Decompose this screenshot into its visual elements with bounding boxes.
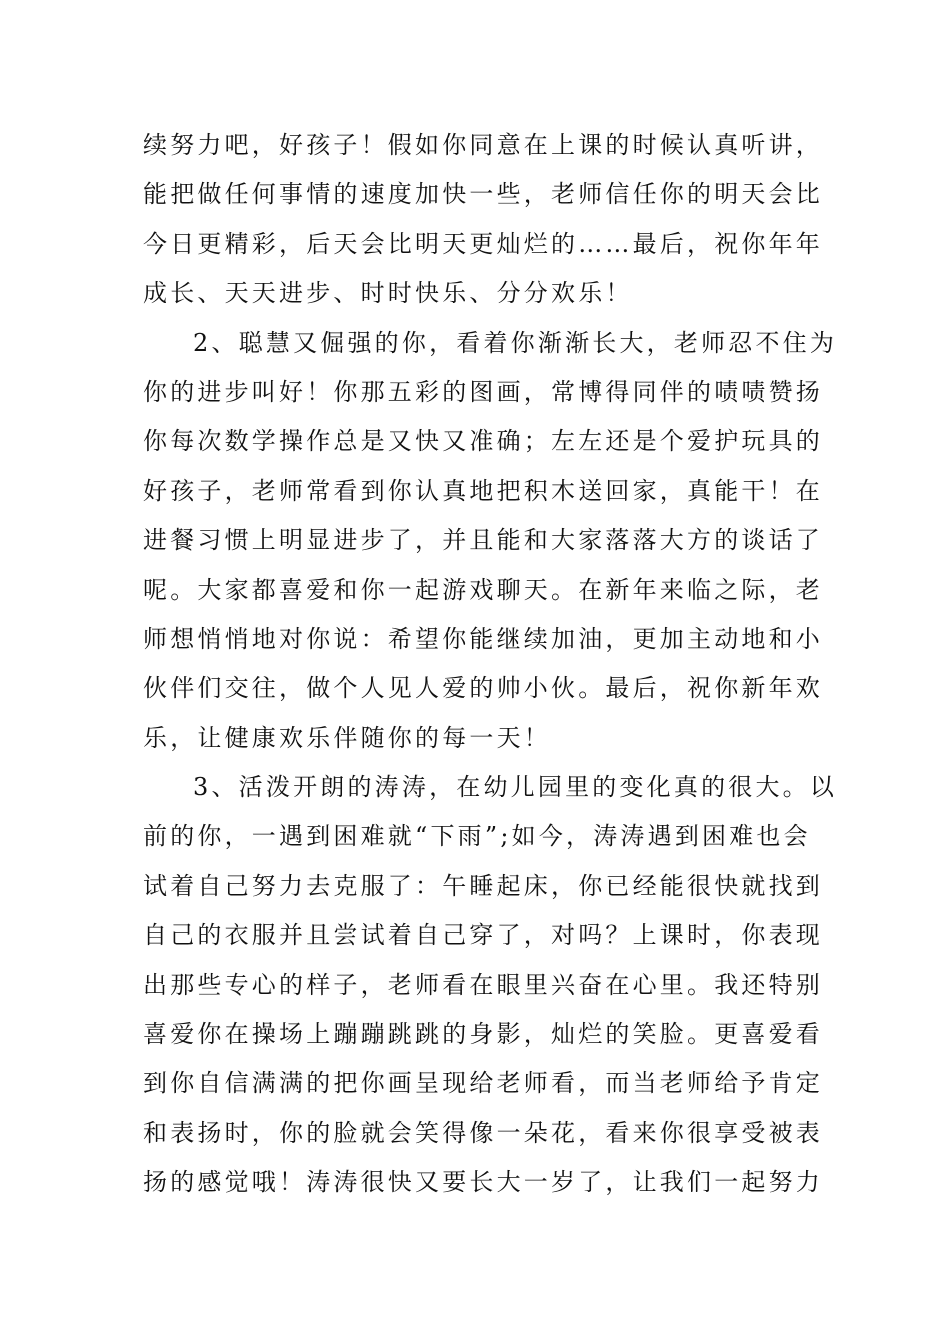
text-line: 自己的衣服并且尝试着自己穿了，对吗？上课时，你表现	[143, 921, 823, 950]
text-line: 你每次数学操作总是又快又准确；左左还是个爱护玩具的	[143, 427, 823, 456]
text-line: 能把做任何事情的速度加快一些，老师信任你的明天会比	[143, 180, 823, 209]
text-line: 今日更精彩，后天会比明天更灿烂的……最后，祝你年年	[143, 229, 823, 258]
text-line: 你的进步叫好！你那五彩的图画，常博得同伴的啧啧赞扬	[143, 377, 823, 406]
paragraph-3-first-line: 3、活泼开朗的涛涛，在幼儿园里的变化真的很大。以	[193, 773, 838, 802]
text-line: 师想悄悄地对你说：希望你能继续加油，更加主动地和小	[143, 624, 823, 653]
text-line: 喜爱你在操场上蹦蹦跳跳的身影，灿烂的笑脸。更喜爱看	[143, 1020, 823, 1049]
text-line: 成长、天天进步、时时快乐、分分欢乐！	[143, 279, 633, 308]
text-line: 和表扬时，你的脸就会笑得像一朵花，看来你很享受被表	[143, 1118, 823, 1147]
paragraph-2-first-line: 2、聪慧又倔强的你，看着你渐渐长大，老师忍不住为	[193, 328, 838, 357]
text-line: 扬的感觉哦！涛涛很快又要长大一岁了，让我们一起努力	[143, 1168, 823, 1197]
text-line: 出那些专心的样子，老师看在眼里兴奋在心里。我还特别	[143, 970, 823, 999]
text-line: 前的你，一遇到困难就“下雨”;如今，涛涛遇到困难也会	[143, 822, 811, 851]
body-text	[143, 121, 838, 1208]
text-line: 好孩子，老师常看到你认真地把积木送回家，真能干！在	[143, 476, 823, 505]
text-line: 试着自己努力去克服了：午睡起床，你已经能很快就找到	[143, 871, 823, 900]
text-line: 呢。大家都喜爱和你一起游戏聊天。在新年来临之际，老	[143, 575, 823, 604]
text-line: 伙伴们交往，做个人见人爱的帅小伙。最后，祝你新年欢	[143, 674, 823, 703]
text-line: 乐，让健康欢乐伴随你的每一天！	[143, 723, 551, 752]
text-line: 续努力吧，好孩子！假如你同意在上课的时候认真听讲，	[143, 131, 823, 159]
text-line: 进餐习惯上明显进步了，并且能和大家落落大方的谈话了	[143, 526, 823, 555]
text-line: 到你自信满满的把你画呈现给老师看，而当老师给予肯定	[143, 1069, 823, 1098]
